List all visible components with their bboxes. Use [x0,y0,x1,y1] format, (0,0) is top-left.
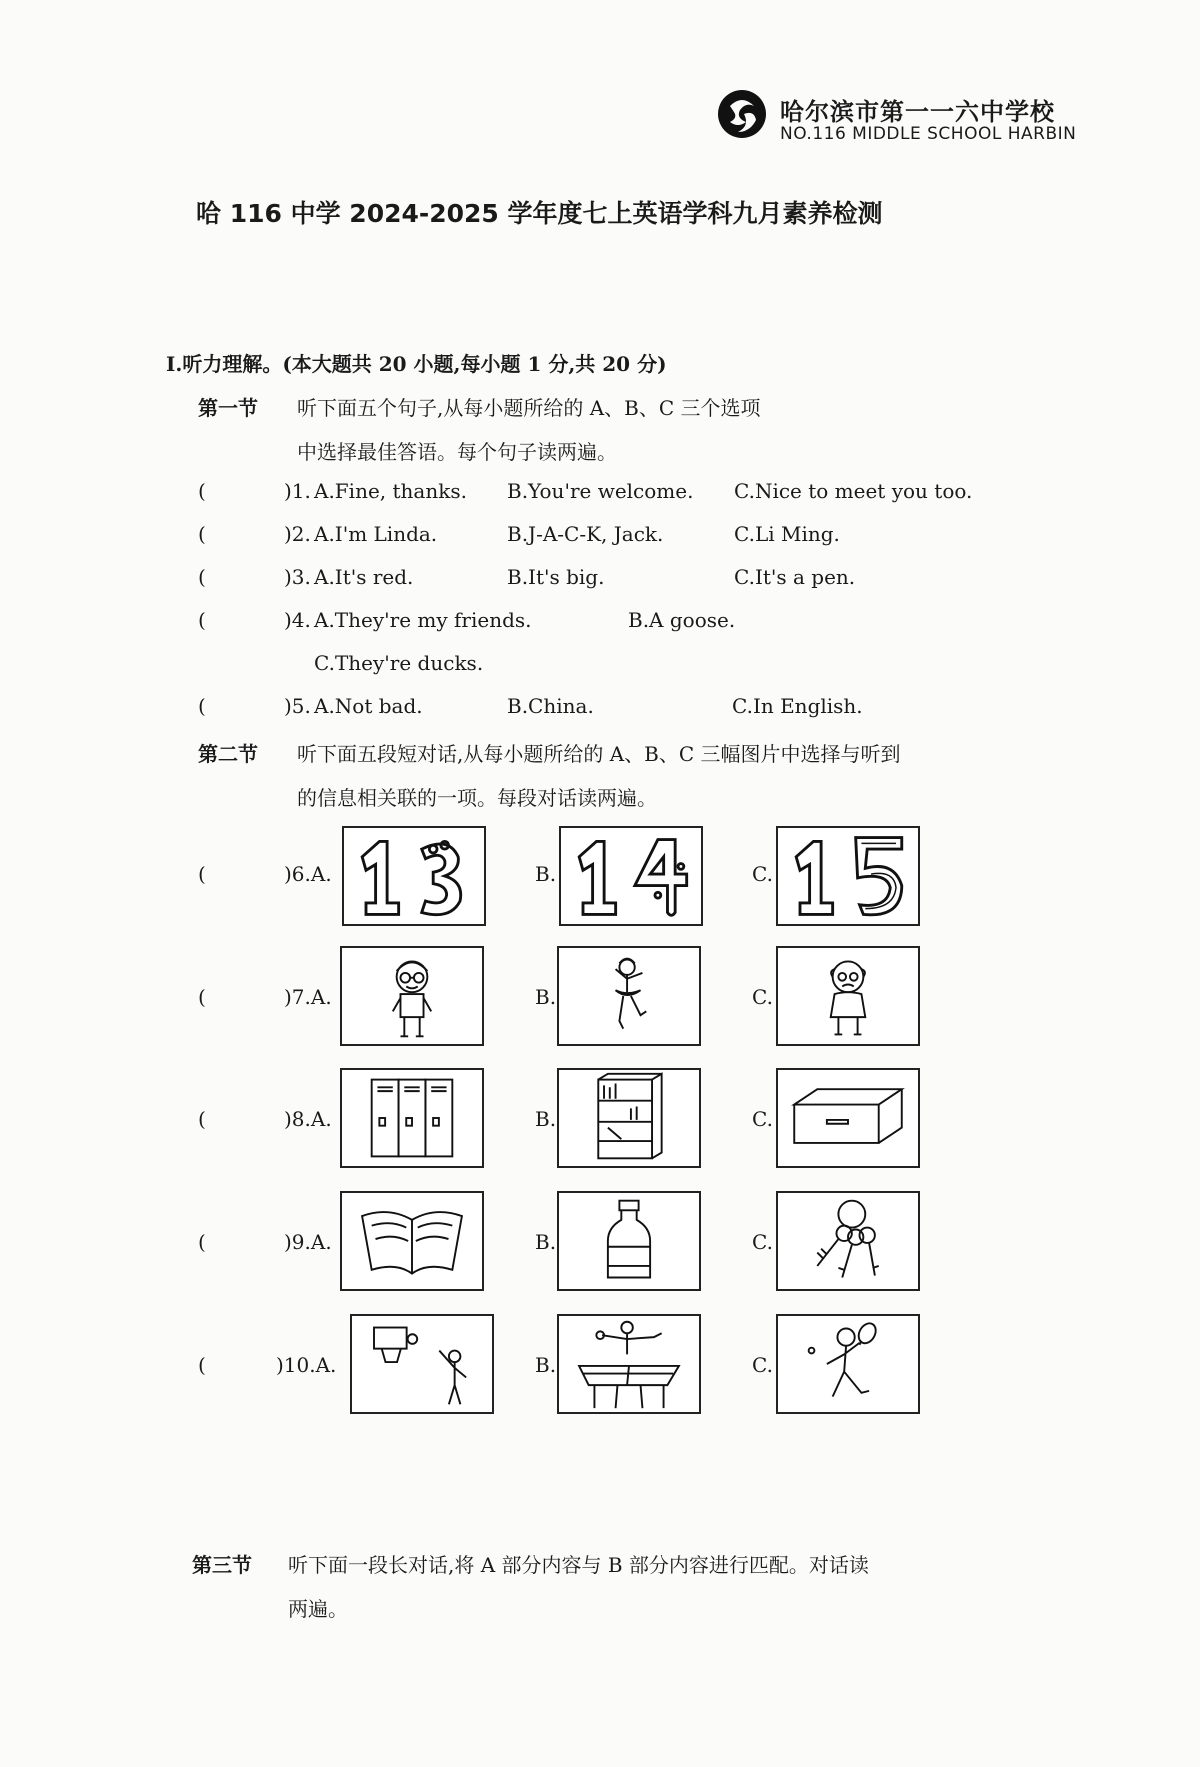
school-logo-icon [716,88,768,140]
section1-instruction-1: 听下面五个句子,从每小题所给的 A、B、C 三个选项 [297,396,761,420]
option-b: B.You're welcome. [507,479,694,503]
option-c-label: C. [752,862,773,886]
option-c-label: C. [752,1230,773,1254]
option-a: A.They're my friends. [314,608,532,632]
picture-lockers[interactable] [340,1068,484,1168]
answer-paren[interactable]: ( [198,1107,206,1131]
answer-paren[interactable]: ( [198,479,206,503]
option-b: B.It's big. [507,565,605,589]
option-a: A.Fine, thanks. [314,479,467,503]
answer-paren[interactable]: ( [198,1230,206,1254]
answer-paren[interactable]: ( [198,862,206,886]
question-number: )9.A. [284,1230,332,1254]
picture-boy-with-glasses[interactable] [340,946,484,1046]
question-number: )6.A. [284,862,332,886]
picture-old-man[interactable] [776,946,920,1046]
question-number: )1. [284,479,311,503]
section3-label: 第三节 [192,1553,252,1577]
option-c: C.It's a pen. [734,565,856,589]
section1-label: 第一节 [198,396,258,420]
exam-title: 哈 116 中学 2024-2025 学年度七上英语学科九月素养检测 [196,199,883,228]
school-name-cn: 哈尔滨市第一一六中学校 [780,97,1055,126]
question-number: )2. [284,522,311,546]
picture-basketball[interactable] [350,1314,494,1414]
section1-instruction-2: 中选择最佳答语。每个句子读两遍。 [297,440,617,464]
option-c-label: C. [752,985,773,1009]
option-b-label: B. [535,985,557,1009]
part1-heading: Ⅰ.听力理解。(本大题共 20 小题,每小题 1 分,共 20 分) [166,352,667,376]
picture-bookcase[interactable] [557,1068,701,1168]
question-number: )8.A. [284,1107,332,1131]
option-a: A.I'm Linda. [314,522,438,546]
question-number: )7.A. [284,985,332,1009]
option-b-label: B. [535,862,557,886]
question-number: )4. [284,608,311,632]
option-b: B.J-A-C-K, Jack. [507,522,664,546]
picture-ping-pong[interactable] [557,1314,701,1414]
option-c-label: C. [752,1107,773,1131]
picture-tennis[interactable] [776,1314,920,1414]
question-number: )10.A. [276,1353,337,1377]
picture-number-13[interactable] [342,826,486,926]
picture-drawer[interactable] [776,1068,920,1168]
option-c-label: C. [752,1353,773,1377]
question-number: )3. [284,565,311,589]
answer-paren[interactable]: ( [198,608,206,632]
option-a: A.Not bad. [314,694,423,718]
option-c: C.In English. [732,694,863,718]
section3-instruction-2: 两遍。 [288,1597,348,1621]
question-number: )5. [284,694,311,718]
picture-number-14[interactable] [559,826,703,926]
option-c: C.Li Ming. [734,522,840,546]
answer-paren[interactable]: ( [198,565,206,589]
picture-number-15[interactable] [776,826,920,926]
option-b-label: B. [535,1230,557,1254]
picture-keys[interactable] [776,1191,920,1291]
section2-instruction-1: 听下面五段短对话,从每小题所给的 A、B、C 三幅图片中选择与听到 [297,742,901,766]
option-b: B.A goose. [628,608,736,632]
section3-instruction-1: 听下面一段长对话,将 A 部分内容与 B 部分内容进行匹配。对话读 [288,1553,869,1577]
section2-instruction-2: 的信息相关联的一项。每段对话读两遍。 [297,786,657,810]
option-a: A.It's red. [314,565,414,589]
option-b: B.China. [507,694,594,718]
option-b-label: B. [535,1107,557,1131]
answer-paren[interactable]: ( [198,985,206,1009]
school-name-en: NO.116 MIDDLE SCHOOL HARBIN [780,124,1077,144]
option-c: C.Nice to meet you too. [734,479,973,503]
picture-bottle[interactable] [557,1191,701,1291]
picture-ballet-girl[interactable] [557,946,701,1046]
option-b-label: B. [535,1353,557,1377]
section2-label: 第二节 [198,742,258,766]
option-c: C.They're ducks. [314,651,484,675]
answer-paren[interactable]: ( [198,1353,206,1377]
answer-paren[interactable]: ( [198,522,206,546]
answer-paren[interactable]: ( [198,694,206,718]
picture-open-book[interactable] [340,1191,484,1291]
